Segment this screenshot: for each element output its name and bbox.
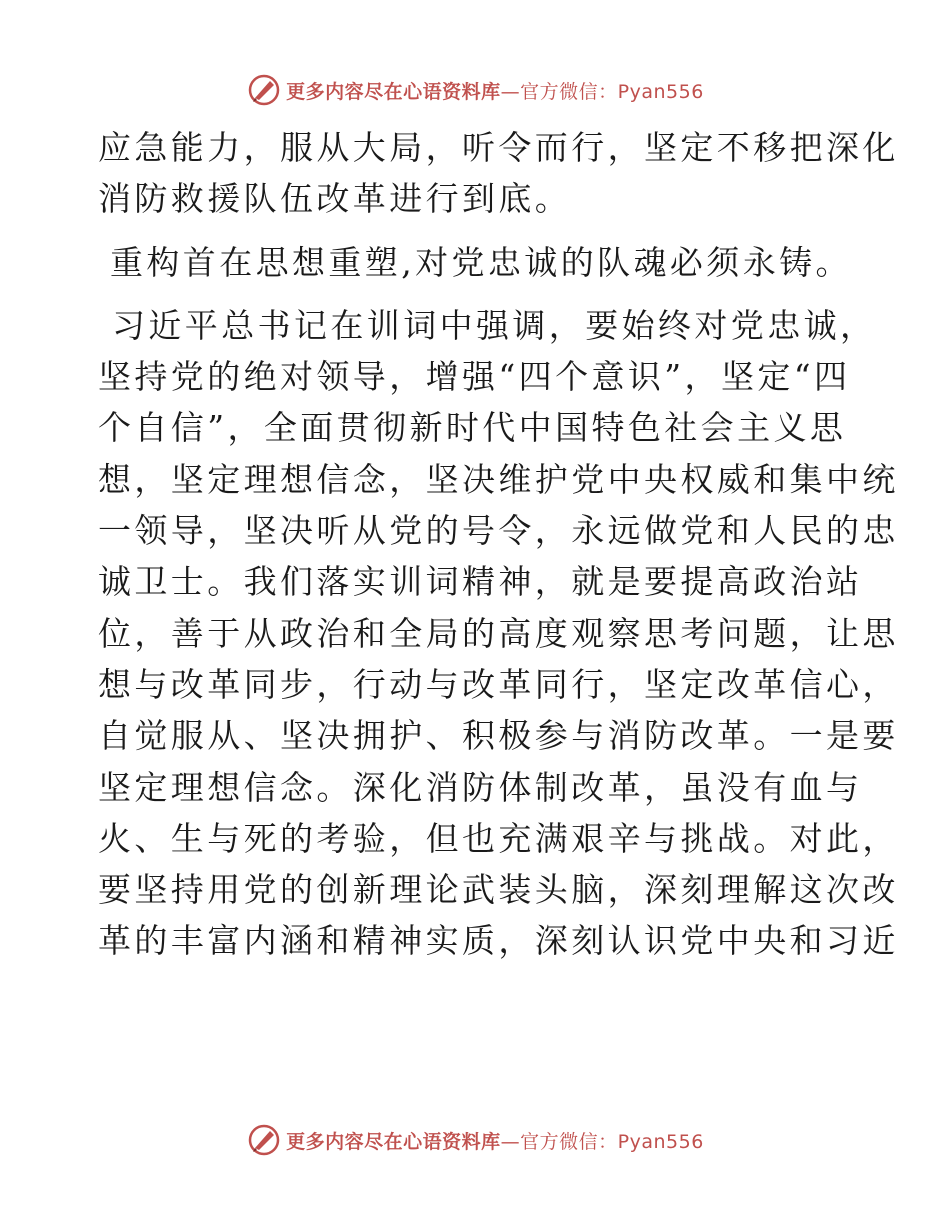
header-watermark: [0, 70, 950, 110]
paragraph-1: [98, 122, 899, 225]
text-line: 坚定理想信念。深化消防体制改革，虽没有血与: [98, 767, 863, 807]
paragraph-3: [98, 300, 899, 967]
text-line: 位，善于从政治和全局的高度观察思考问题，让思: [98, 613, 899, 653]
text-line: 火、生与死的考验，但也充满艰辛与挑战。对此，: [98, 818, 899, 858]
text-line: 消防救援队伍改革进行到底。: [98, 179, 572, 219]
text-line: 一领导，坚决听从党的号令，永远做党和人民的忠: [98, 511, 899, 551]
document-body: [98, 122, 899, 967]
text-line: 诚卫士。我们落实训词精神，就是要提高政治站: [98, 562, 863, 602]
text-line: 想与改革同步，行动与改革同行，坚定改革信心，: [98, 664, 899, 704]
text-line: 重构首在思想重塑,对党忠诚的队魂必须永铸。: [110, 242, 852, 282]
text-line: 个自信”，全面贯彻新时代中国特色社会主义思: [98, 408, 847, 448]
pen-logo-icon: [246, 72, 282, 108]
text-line: 自觉服从、坚决拥护、积极参与消防改革。一是要: [98, 716, 899, 756]
text-line: 革的丰富内涵和精神实质，深刻认识党中央和习近: [98, 921, 899, 961]
header-watermark-text: 更多内容尽在心语资料库—官方微信：Pyan556: [286, 80, 704, 103]
paragraph-2: [98, 237, 858, 288]
text-line: 应急能力，服从大局，听令而行，坚定不移把深化: [98, 128, 899, 167]
footer-watermark: [0, 1120, 950, 1160]
text-line: 要坚持用党的创新理论武装头脑，深刻理解这次改: [98, 870, 899, 910]
text-line: 想，坚定理想信念，坚决维护党中央权威和集中统: [98, 459, 899, 499]
pen-logo-icon: [246, 1122, 282, 1158]
footer-watermark-text: 更多内容尽在心语资料库—官方微信：Pyan556: [286, 1130, 704, 1153]
text-line: 坚持党的绝对领导，增强“四个意识”，坚定“四: [98, 357, 851, 397]
text-line: 习近平总书记在训词中强调，要始终对党忠诚，: [112, 305, 877, 345]
